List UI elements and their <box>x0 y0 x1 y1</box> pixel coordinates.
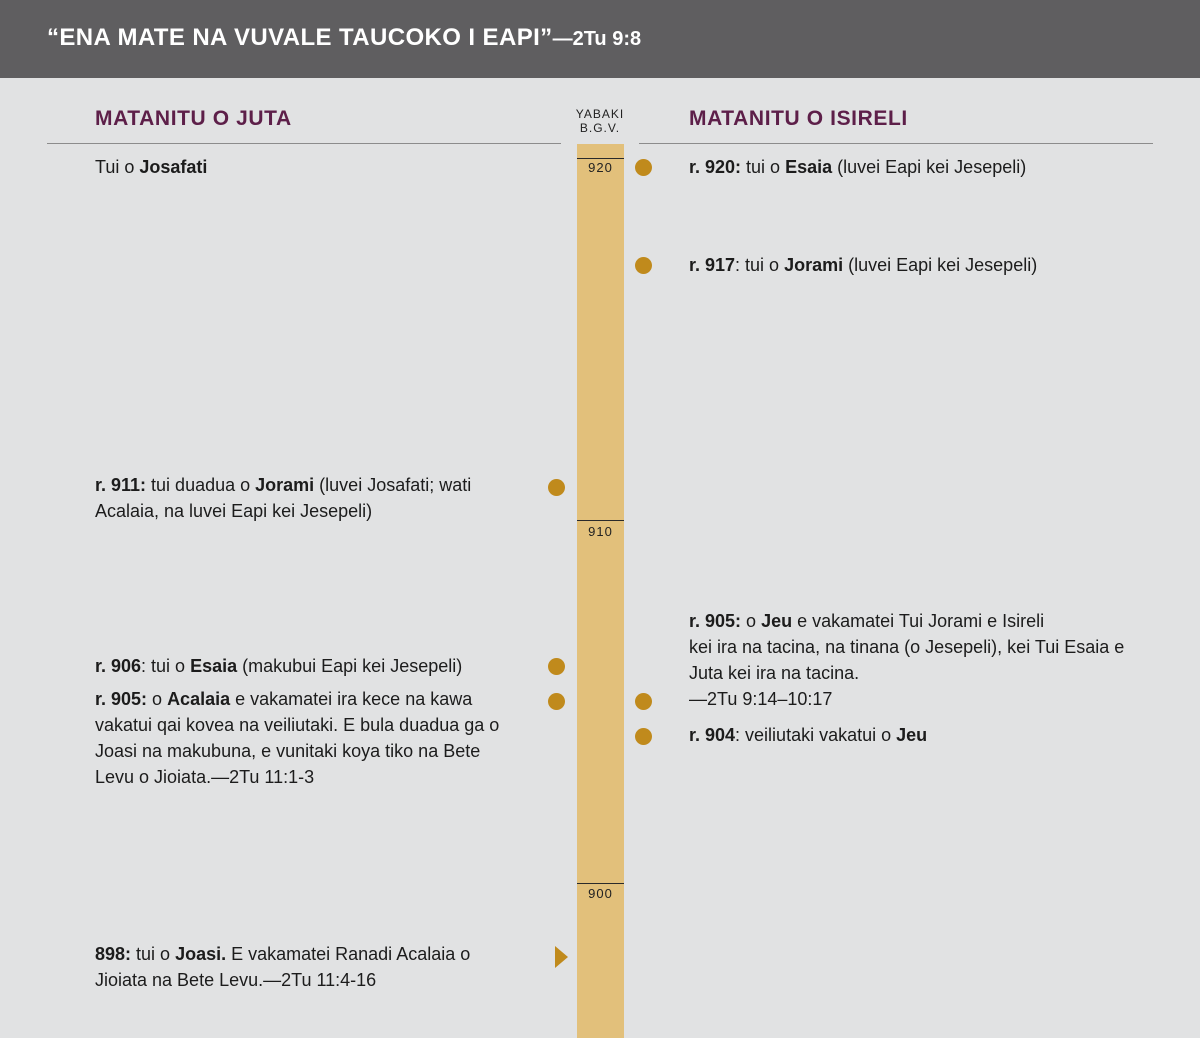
entry-isireli-920 <box>689 154 1026 180</box>
tick-label-920: 920 <box>588 160 613 175</box>
jorami-text2: (luvei Josafati; wati <box>314 475 472 495</box>
entry-isireli-905-line2: kei ira na tacina, na tinana (o Jesepeli), kei Tui Esaia e <box>689 637 1125 657</box>
josafati-name: Josafati <box>139 157 208 177</box>
tick-label-910: 910 <box>588 524 613 539</box>
title-reference: —2Tu 9:8 <box>552 28 642 50</box>
entry-isireli-905-line1 <box>689 608 1124 634</box>
josafati-text: Tui o <box>95 157 140 177</box>
year-906: r. 906 <box>95 656 142 676</box>
tick-910 <box>577 520 624 521</box>
year-904: r. 904 <box>689 725 736 745</box>
jorami-isireli-name: Jorami <box>784 255 844 275</box>
esaia-juta-text1: : tui o <box>141 656 191 676</box>
heading-juta: MATANITU O JUTA <box>95 107 292 130</box>
tick-900 <box>577 883 624 884</box>
esaia-isireli-name: Esaia <box>785 157 833 177</box>
entry-juta-905-line1 <box>95 686 499 712</box>
heading-year-line2: B.G.V. <box>579 121 621 135</box>
joasi-name: Joasi. <box>175 944 227 964</box>
jeu-name: Jeu <box>761 611 793 631</box>
entry-juta-898 <box>95 941 470 993</box>
entry-juta-911 <box>95 472 471 524</box>
year-920: r. 920: <box>689 157 742 177</box>
jorami-isireli-text1: : tui o <box>735 255 785 275</box>
heading-year <box>565 107 635 135</box>
esaia-isireli-text2: (luvei Eapi kei Jesepeli) <box>832 157 1027 177</box>
entry-isireli-905 <box>689 608 1124 712</box>
entry-juta-josafati <box>95 154 207 180</box>
marker-dot-904-isireli <box>635 728 652 745</box>
jorami-isireli-text2: (luvei Eapi kei Jesepeli) <box>843 255 1038 275</box>
esaia-juta-text2: (makubui Eapi kei Jesepeli) <box>237 656 463 676</box>
marker-dot-906-juta <box>548 658 565 675</box>
jeu-text1: o <box>741 611 762 631</box>
jeu-rule-name: Jeu <box>896 725 928 745</box>
right-divider <box>639 143 1153 144</box>
entry-isireli-917 <box>689 252 1037 278</box>
marker-arrow-898-juta <box>555 946 568 968</box>
tick-label-900: 900 <box>588 886 613 901</box>
marker-dot-920-isireli <box>635 159 652 176</box>
year-905-juta: r. 905: <box>95 689 148 709</box>
entry-juta-905-line3: Joasi na makubuna, e vunitaki koya tiko na Bete <box>95 741 481 761</box>
year-905-isireli: r. 905: <box>689 611 742 631</box>
left-divider <box>47 143 561 144</box>
entry-juta-905-line4: Levu o Jioiata.—2Tu 11:1-3 <box>95 767 315 787</box>
esaia-juta-name: Esaia <box>190 656 238 676</box>
heading-isireli: MATANITU O ISIRELI <box>689 107 908 130</box>
jeu-rule-text: : veiliutaki vakatui o <box>735 725 897 745</box>
entry-juta-898-line1 <box>95 941 470 967</box>
entry-juta-905-line2: vakatui qai kovea na veiliutaki. E bula duadua ga o <box>95 715 500 735</box>
esaia-isireli-text1: tui o <box>741 157 786 177</box>
entry-juta-906 <box>95 653 462 679</box>
year-917: r. 917 <box>689 255 736 275</box>
title-quote: “ENA MATE NA VUVALE TAUCOKO I EAPI” <box>47 24 553 51</box>
joasi-text2: E vakamatei Ranadi Acalaia o <box>226 944 471 964</box>
entry-juta-898-line2: Jioiata na Bete Levu.—2Tu 11:4-16 <box>95 970 377 990</box>
header-banner <box>0 0 1200 78</box>
entry-juta-911-line1 <box>95 472 471 498</box>
year-898: 898: <box>95 944 132 964</box>
marker-dot-911-juta <box>548 479 565 496</box>
entry-juta-905 <box>95 686 499 790</box>
marker-dot-917-isireli <box>635 257 652 274</box>
acalaia-name: Acalaia <box>167 689 231 709</box>
marker-dot-905-isireli <box>635 693 652 710</box>
tick-920 <box>577 158 624 159</box>
year-911: r. 911: <box>95 475 147 495</box>
jorami-name: Jorami <box>255 475 315 495</box>
timeline-bar <box>577 144 624 1038</box>
page-title <box>47 24 641 52</box>
heading-year-line1: YABAKI <box>575 107 625 121</box>
entry-isireli-905-line4: —2Tu 9:14–10:17 <box>689 689 833 709</box>
marker-dot-905-juta <box>548 693 565 710</box>
acalaia-text2: e vakamatei ira kece na kawa <box>230 689 473 709</box>
entry-juta-911-line2: Acalaia, na luvei Eapi kei Jesepeli) <box>95 501 373 521</box>
entry-isireli-904 <box>689 722 927 748</box>
entry-isireli-905-line3: Juta kei ira na tacina. <box>689 663 860 683</box>
jorami-text1: tui duadua o <box>146 475 256 495</box>
jeu-text2: e vakamatei Tui Jorami e Isireli <box>792 611 1045 631</box>
acalaia-text1: o <box>147 689 168 709</box>
joasi-text1: tui o <box>131 944 176 964</box>
